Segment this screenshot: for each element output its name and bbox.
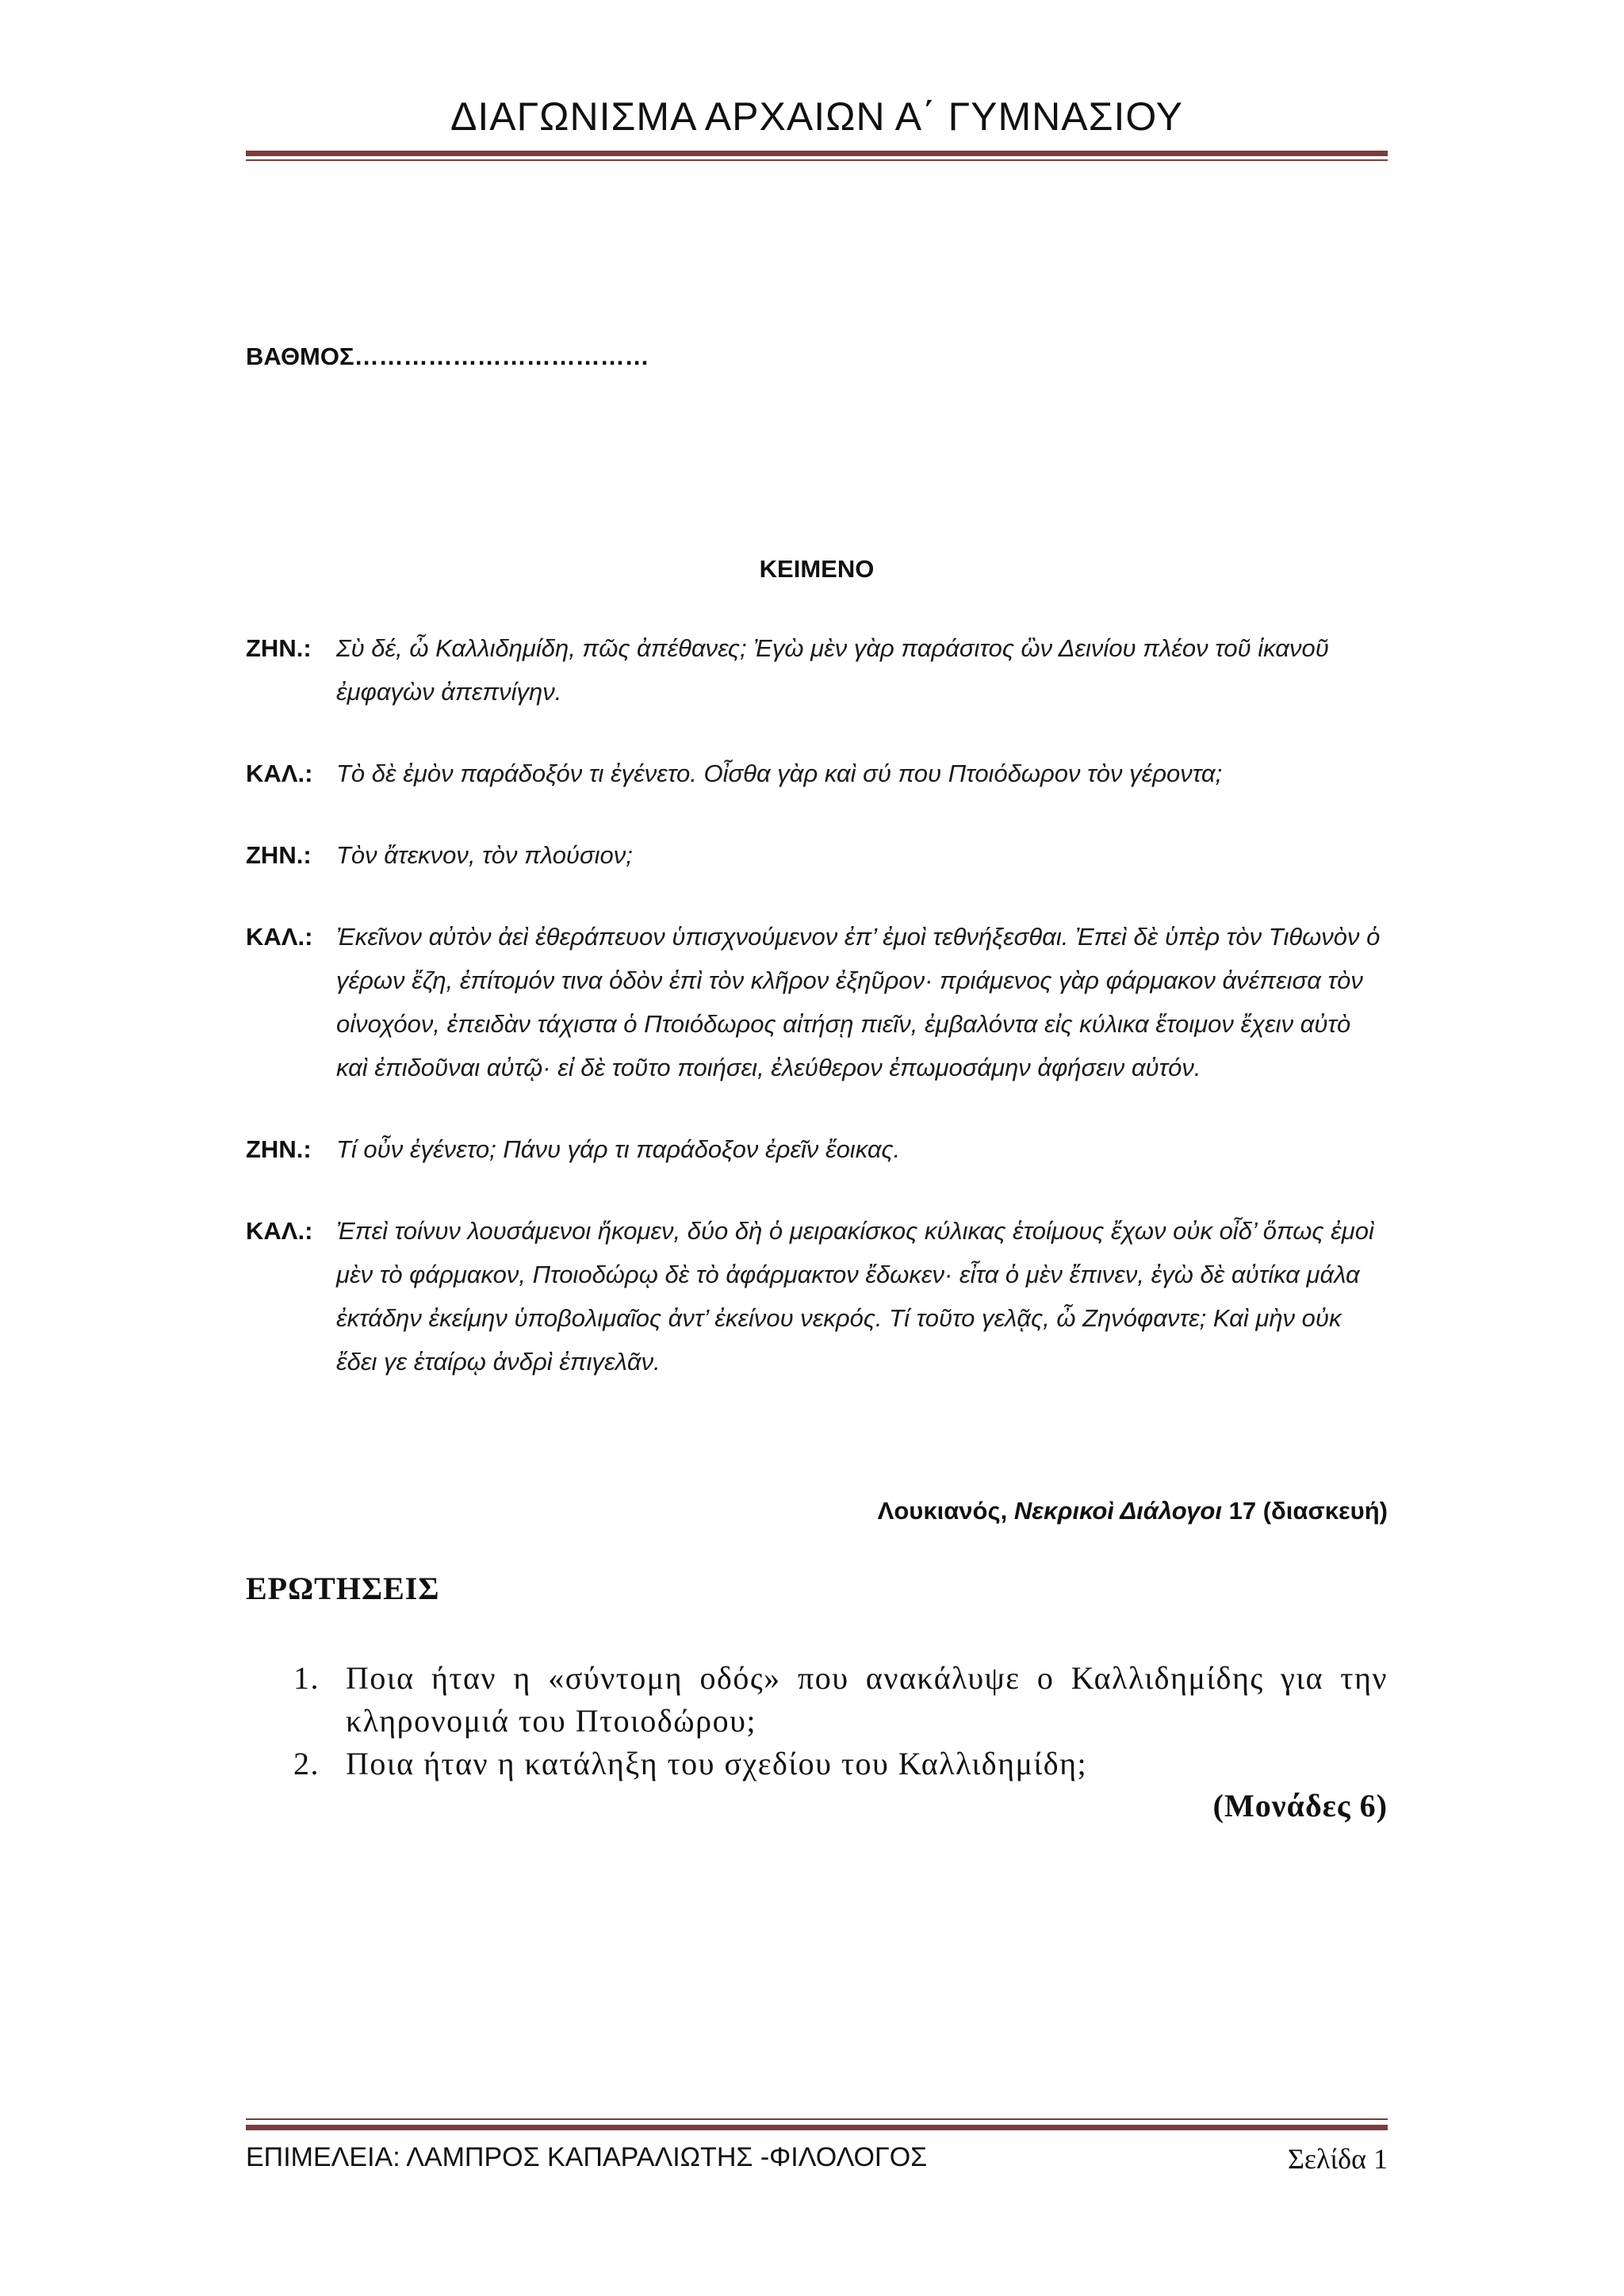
speaker-label: ΖΗΝ.: [246,841,312,869]
speaker-label: ΚΑΛ.: [246,1217,313,1245]
speaker-label: ΖΗΝ.: [246,634,312,662]
question-text: Ποια ήταν η «σύντομη οδός» που ανακάλυψε ο Καλλιδημίδης για την κληρονομιά του Πτοιοδώρου; [346,1660,1388,1739]
question-number: 2. [293,1746,320,1781]
source-work: Νεκρικοὶ Διάλογοι [1013,1497,1222,1525]
header-rule-thick [246,151,1388,156]
header-rule-thin [246,159,1388,161]
source-citation [246,1497,1388,1525]
speaker-label: ΚΑΛ.: [246,923,313,951]
speech-text: Τί οὖν ἐγένετο; Πάνυ γάρ τι παράδοξον ἐρεῖν ἔοικας. [336,1135,901,1163]
speech-text: Ἐκεῖνον αὐτὸν ἀεὶ ἐθεράπευον ὑπισχνούμενον ἐπ’ ἐμοὶ τεθνήξεσθαι. Ἐπεὶ δὲ ὑπὲρ τὸν Τιθωνὸν ὁ γέρων ἔζη, ἐπίτομόν τινα ὁδὸν ἐπὶ τὸν κλῆρον ἐξηῦρον· πριάμενος γὰρ φάρμακον ἀνέπεισα τὸν οἰνοχόον, ἐπειδὰν τάχιστα ὁ Πτοιόδωρος αἰτήσῃ πιεῖν, ἐμβαλόντα εἰς κύλικα ἕτοιμον ἔχειν αὐτὸ καὶ ἐπιδοῦναι αὐτῷ· εἰ δὲ τοῦτο ποιήσει, ἐλεύθερον ἐπωμοσάμην ἀφήσειν αὐτόν. [336,923,1381,1081]
text-heading: ΚΕΙΜΕΝΟ [759,555,875,583]
dialogue-turn [246,833,1388,877]
dialogue-text [246,626,1388,1422]
dialogue-turn [246,915,1388,1089]
speech-text: Τὸ δὲ ἐμὸν παράδοξόν τι ἐγένετο. Οἶσθα γὰρ καὶ σύ που Πτοιόδωρον τὸν γέροντα; [336,760,1223,787]
source-author: Λουκιανός, [877,1497,1008,1525]
speech-text: Τὸν ἄτεκνον, τὸν πλούσιον; [336,841,633,869]
question-number: 1. [293,1660,320,1696]
question-text: Ποια ήταν η κατάληξη του σχεδίου του Καλλιδημίδη; [346,1746,1088,1781]
footer-author: ΕΠΙΜΕΛΕΙΑ: ΛΑΜΠΡΟΣ ΚΑΠΑΡΑΛΙΩΤΗΣ -ΦΙΛΟΛΟΓΟΣ [246,2142,928,2172]
dialogue-turn [246,1209,1388,1383]
speaker-label: ΚΑΛ.: [246,760,313,787]
speech-text: Σὺ δέ, ὦ Καλλιδημίδη, πῶς ἀπέθανες; Ἐγὼ μὲν γὰρ παράσιτος ὢν Δεινίου πλέον τοῦ ἱκανοῦ ἐμφαγὼν ἀπεπνίγην. [336,634,1329,706]
question-item [293,1657,1388,1743]
source-rest: 17 (διασκευή) [1228,1497,1388,1525]
speech-text: Ἐπεὶ τοίνυν λουσάμενοι ἥκομεν, δύο δὴ ὁ μειρακίσκος κύλικας ἑτοίμους ἔχων οὐκ οἶδ’ ὅπως ἐμοὶ μὲν τὸ φάρμακον, Πτοιοδώρῳ δὲ τὸ ἀφάρμακτον ἔδωκεν· εἶτα ὁ μὲν ἔπινεν, ἐγὼ δὲ αὐτίκα μάλα ἐκτάδην ἐκείμην ὑποβολιμαῖος ἀντ’ ἐκείνου νεκρός. Τί τοῦτο γελᾷς, ὦ Ζηνόφαντε; Καὶ μὴν οὐκ ἔδει γε ἑταίρῳ ἀνδρὶ ἐπιγελᾶν. [336,1217,1374,1376]
dialogue-turn [246,1127,1388,1171]
grade-field: ΒΑΘΜΟΣ……………………………… [246,342,649,370]
page-header-title: ΔΙΑΓΩΝΙΣΜΑ ΑΡΧΑΙΩΝ Α΄ ΓΥΜΝΑΣΙΟΥ [450,94,1184,139]
footer-page-number: Σελίδα 1 [1287,2143,1388,2175]
question-item [293,1743,1388,1785]
footer-rule-thin [246,2118,1388,2120]
questions-list [293,1657,1388,1785]
marks-label: (Μονάδες 6) [1212,1788,1388,1823]
questions-heading: ΕΡΩΤΗΣΕΙΣ [246,1571,440,1606]
dialogue-turn [246,626,1388,714]
dialogue-turn [246,752,1388,795]
speaker-label: ΖΗΝ.: [246,1135,312,1163]
footer-rule-thick [246,2125,1388,2130]
